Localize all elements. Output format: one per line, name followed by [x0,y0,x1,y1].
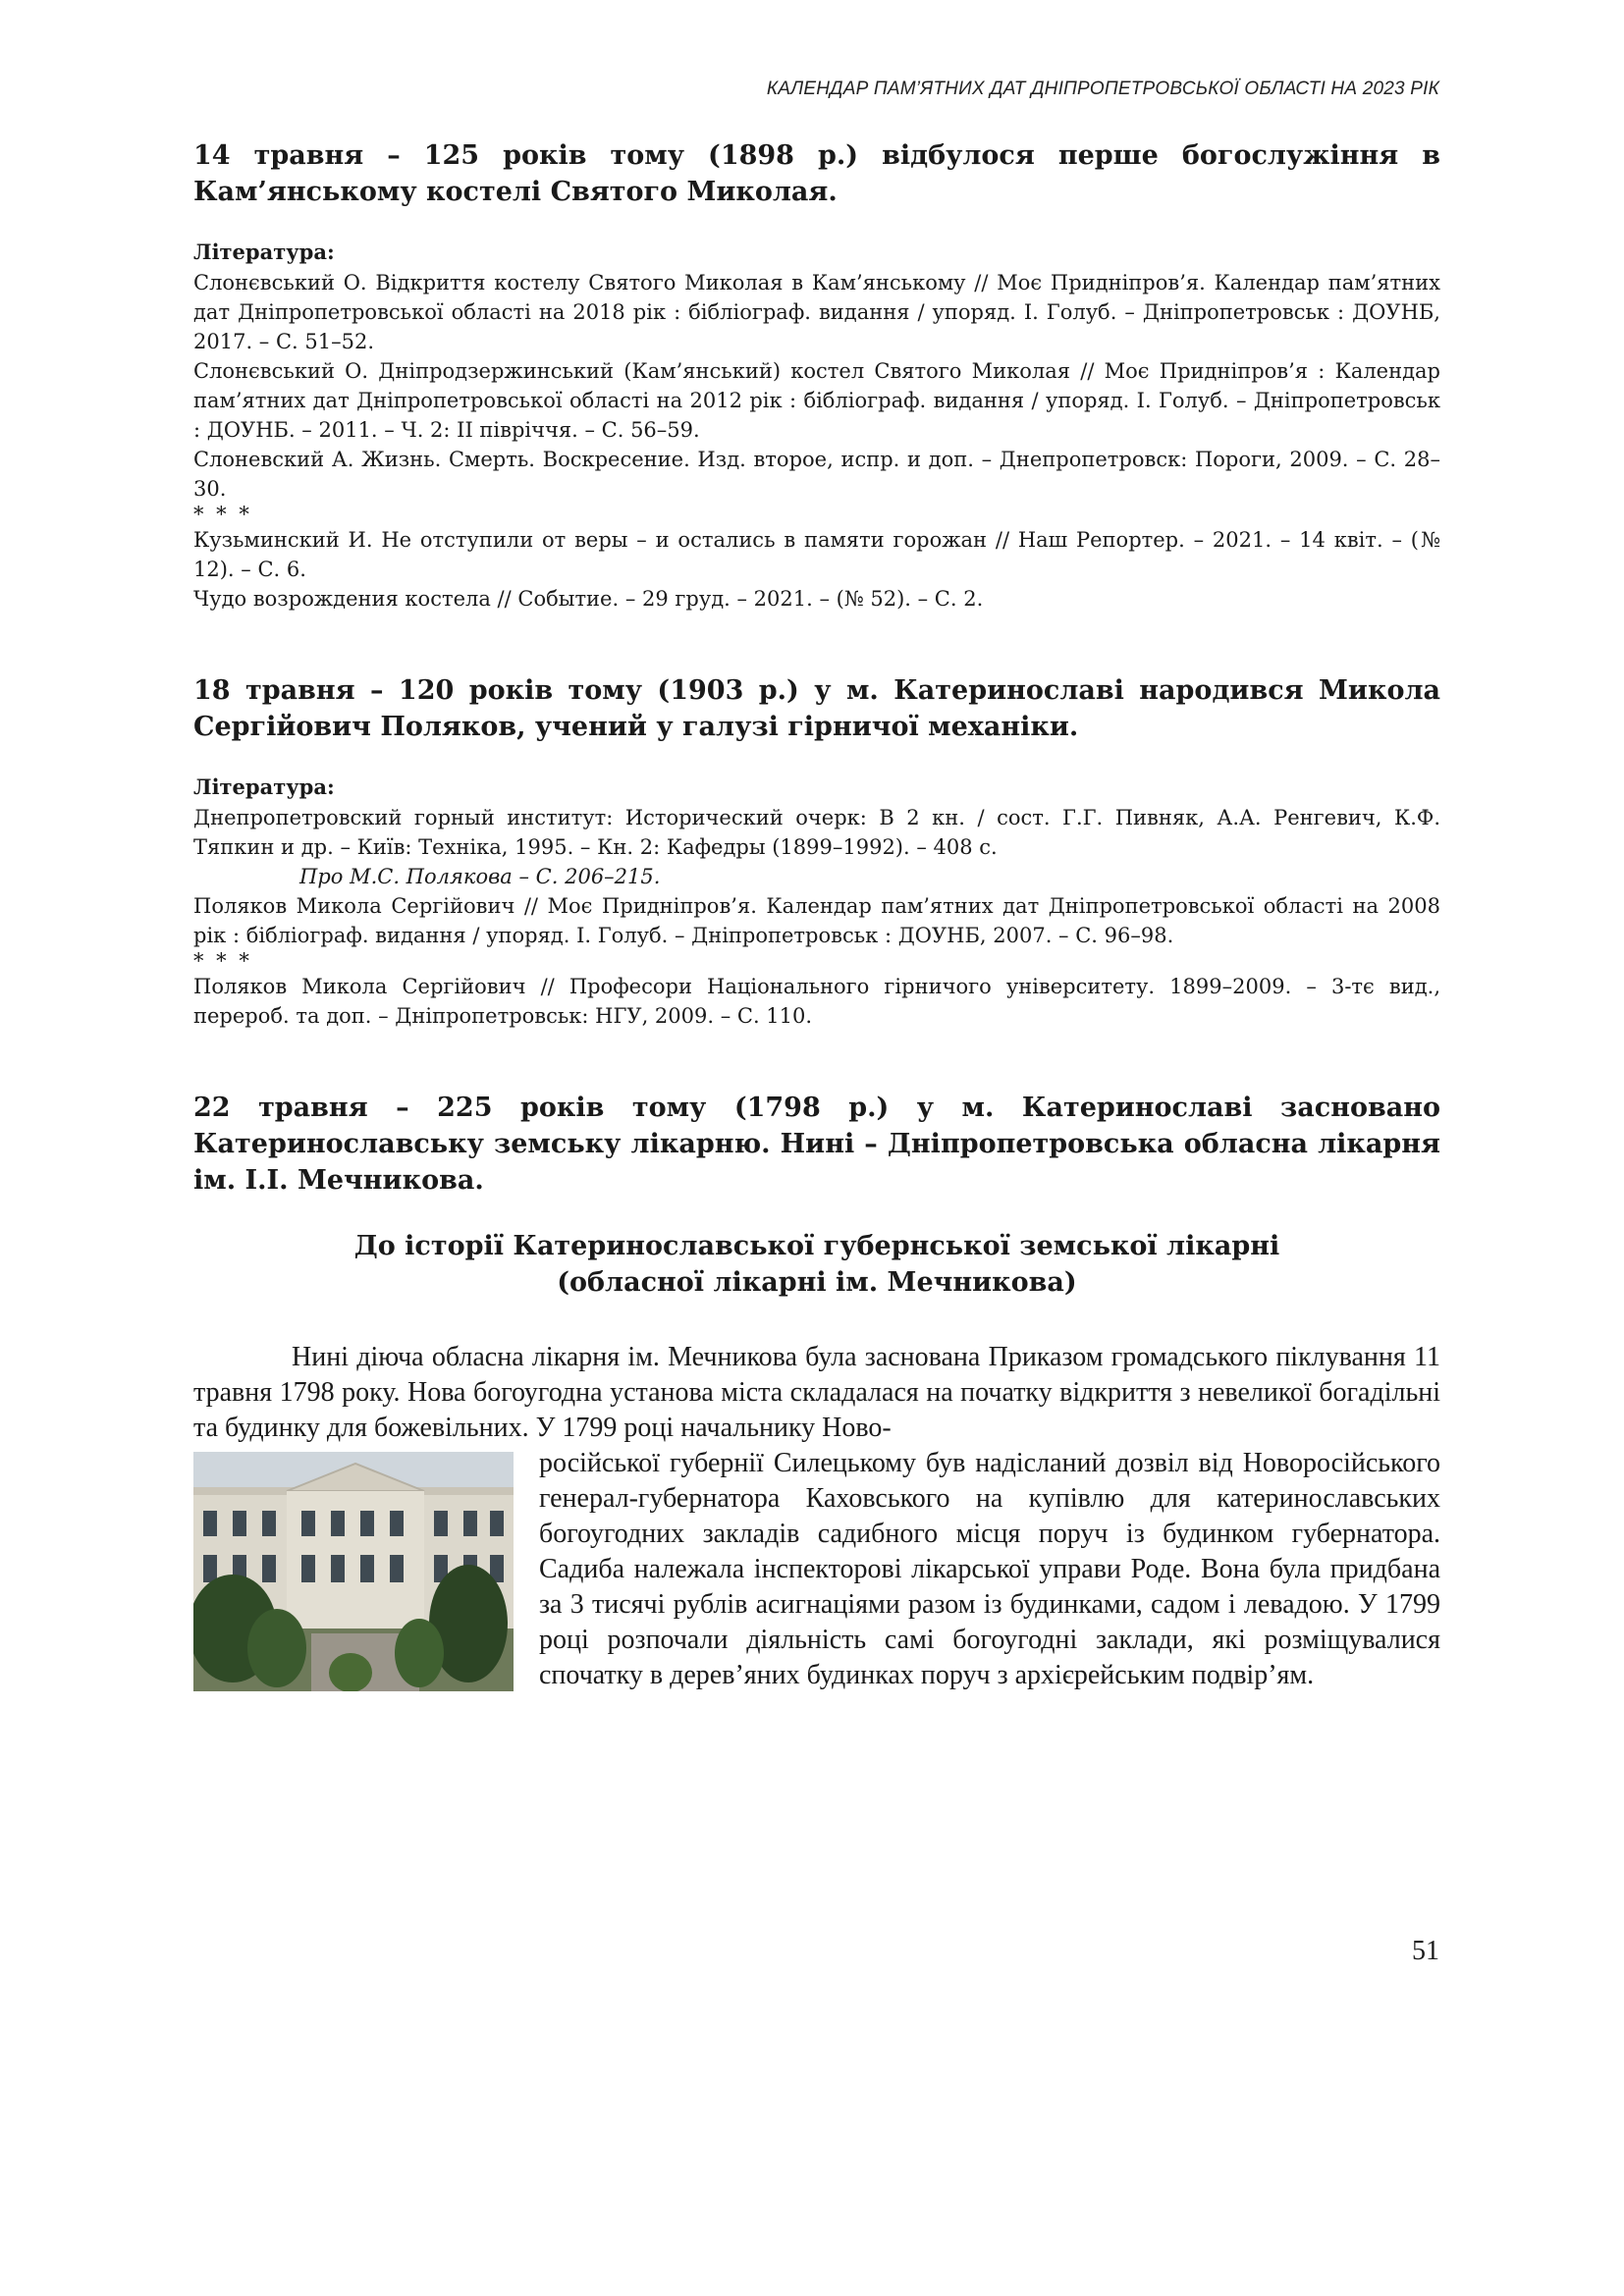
entry-22-may [193,1090,1440,1693]
hospital-photo [193,1452,514,1691]
article-subtitle [193,1228,1440,1301]
literature-block [193,774,1440,1031]
entry-heading: 18 травня – 120 років тому (1903 р.) у м. Катеринославі народився Микола Сергійович Поляков, учений у галузі гірничої механіки. [193,675,1440,742]
entry-18-may [193,672,1440,1031]
page-number: 51 [1412,1936,1439,1966]
literature-note: Про М.С. Полякова – С. 206–215. [299,865,661,888]
literature-ref: Слонєвський О. Відкриття костелу Святого Миколая в Кам’янському // Моє Придніпров’я. Календар пам’ятних дат Дніпропетровської області на 2018 рік : бібліограф. видання / упоряд. І. Голуб. – Дніпропетровськ : ДОУНБ, 2017. – С. 51–52. [193,271,1440,353]
literature-block [193,240,1440,614]
literature-label: Література: [193,774,335,799]
literature-ref: Слонєвський О. Дніпродзержинський (Кам’янський) костел Святого Миколая // Моє Придніпров’я : Календар пам’ятних дат Дніпропетровської області на 2012 рік : бібліограф. видання / упоряд. І. Голуб. – Дніпропетровськ : ДОУНБ. – 2011. – Ч. 2: ІІ півріччя. – С. 56–59. [193,359,1440,442]
separator-stars: * * * [193,949,252,973]
hospital-building-image [193,1452,514,1691]
literature-ref: Чудо возрождения костела // Событие. – 29 груд. – 2021. – (№ 52). – С. 2. [193,587,984,611]
entry-heading: 14 травня – 125 років тому (1898 р.) відбулося перше богослужіння в Кам’янському костелі Святого Миколая. [193,140,1440,207]
literature-ref: Поляков Микола Сергійович // Моє Придніпров’я. Календар пам’ятних дат Дніпропетровської області на 2008 рік : бібліограф. видання / упоряд. І. Голуб. – Дніпропетровськ : ДОУНБ, 2007. – С. 96–98. [193,894,1440,947]
literature-ref: Днепропетровский горный институт: Исторический очерк: В 2 кн. / сост. Г.Г. Пивняк, А.А. Ренгевич, К.Ф. Тяпкин и др. – Київ: Техніка, 1995. – Кн. 2: Кафедры (1899–1992). – 408 с. [193,806,1440,859]
page-content [193,137,1440,1752]
entry-heading: 22 травня – 225 років тому (1798 р.) у м. Катеринославі засновано Катеринославську земську лікарню. Нині – Дніпропетровська обласна лікарня ім. І.І. Мечникова. [193,1093,1440,1196]
entry-14-may [193,137,1440,614]
subtitle-line: (обласної лікарні ім. Мечникова) [557,1267,1077,1298]
literature-ref: Кузьминский И. Не отступили от веры – и остались в памяти горожан // Наш Репортер. – 2021. – 14 квіт. – (№ 12). – С. 6. [193,528,1440,581]
photo-with-text [193,1446,1440,1693]
literature-label: Література: [193,240,335,264]
article-paragraph: російської губернії Силецькому був надісланий дозвіл від Новоросійського генерал-губернатора Каховського на купівлю для катеринославських богоугодних закладів садибного місця поруч із будинком губернатора. Садиба належала інспекторові лікарської управи Роде. Вона була придбана за 3 тисячі рублів асигнаціями разом із будинками, садом і левадою. У 1799 році розпочали діяльність самі богоугодні заклади, які розміщувалися спочатку в дерев’яних будинках поруч з архієрейським подвір’ям. [539,1448,1440,1690]
running-header: КАЛЕНДАР ПАМ’ЯТНИХ ДАТ ДНІПРОПЕТРОВСЬКОЇ ОБЛАСТІ НА 2023 РІК [766,79,1439,99]
article-paragraph: Нині діюча обласна лікарня ім. Мечникова була заснована Приказом громадського піклування 11 травня 1798 року. Нова богоугодна установа міста складалася на початку відкриття з невеликої богадільні та будинку для божевільних. У 1799 році начальнику Ново- [193,1342,1440,1443]
literature-ref: Слоневский А. Жизнь. Смерть. Воскресение. Изд. второе, испр. и доп. – Днепропетровск: Пороги, 2009. – С. 28–30. [193,448,1440,501]
subtitle-line: До історії Катеринославської губернської земської лікарні [353,1231,1280,1261]
literature-ref: Поляков Микола Сергійович // Професори Національного гірничого університету. 1899–2009. – 3-тє вид., перероб. та доп. – Дніпропетровськ: НГУ, 2009. – С. 110. [193,975,1440,1028]
separator-stars: * * * [193,503,252,526]
